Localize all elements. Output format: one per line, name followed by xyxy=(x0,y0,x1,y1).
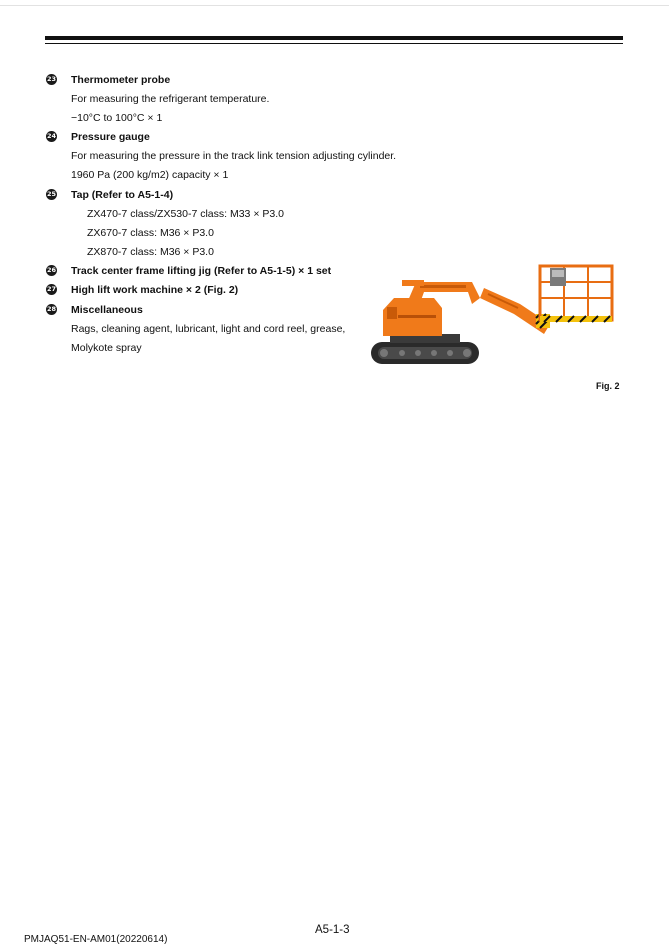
item-title: Miscellaneous xyxy=(71,304,143,316)
item-number-badge: 23 xyxy=(46,75,57,83)
page-number: A5-1-3 xyxy=(315,924,350,936)
item-title: Pressure gauge xyxy=(71,131,150,143)
item-title: High lift work machine × 2 (Fig. 2) xyxy=(71,284,239,296)
figure-caption: Fig. 2 xyxy=(596,381,620,391)
item-number-badge: 26 xyxy=(46,266,57,274)
high-lift-work-machine-illustration xyxy=(368,258,618,370)
item-number-badge: 27 xyxy=(46,285,57,293)
header-rule-thick xyxy=(45,36,623,40)
item-description: Molykote spray xyxy=(71,342,142,354)
item-title: Thermometer probe xyxy=(71,74,171,86)
item-subline: ZX470-7 class/ZX530-7 class: M33 × P3.0 xyxy=(87,208,284,220)
item-spec: −10°C to 100°C × 1 xyxy=(71,112,163,124)
header-rule-thin xyxy=(45,43,623,44)
item-number-badge: 28 xyxy=(46,305,57,313)
item-number-badge: 24 xyxy=(46,132,57,140)
item-subline: ZX670-7 class: M36 × P3.0 xyxy=(87,227,214,239)
document-code: PMJAQ51-EN-AM01(20220614) xyxy=(24,934,168,945)
work-platform xyxy=(540,266,612,322)
item-description: For measuring the pressure in the track link tension adjusting cylinder. xyxy=(71,150,397,162)
item-title: Track center frame lifting jig (Refer to A5-1-5) × 1 set xyxy=(71,265,332,277)
item-description: Rags, cleaning agent, lubricant, light and cord reel, grease, xyxy=(71,323,346,335)
item-spec: 1960 Pa (200 kg/m2) capacity × 1 xyxy=(71,169,229,181)
item-number-badge: 25 xyxy=(46,190,57,198)
item-title: Tap (Refer to A5-1-4) xyxy=(71,189,174,201)
top-divider xyxy=(0,5,669,6)
item-subline: ZX870-7 class: M36 × P3.0 xyxy=(87,246,214,258)
item-description: For measuring the refrigerant temperature. xyxy=(71,93,270,105)
